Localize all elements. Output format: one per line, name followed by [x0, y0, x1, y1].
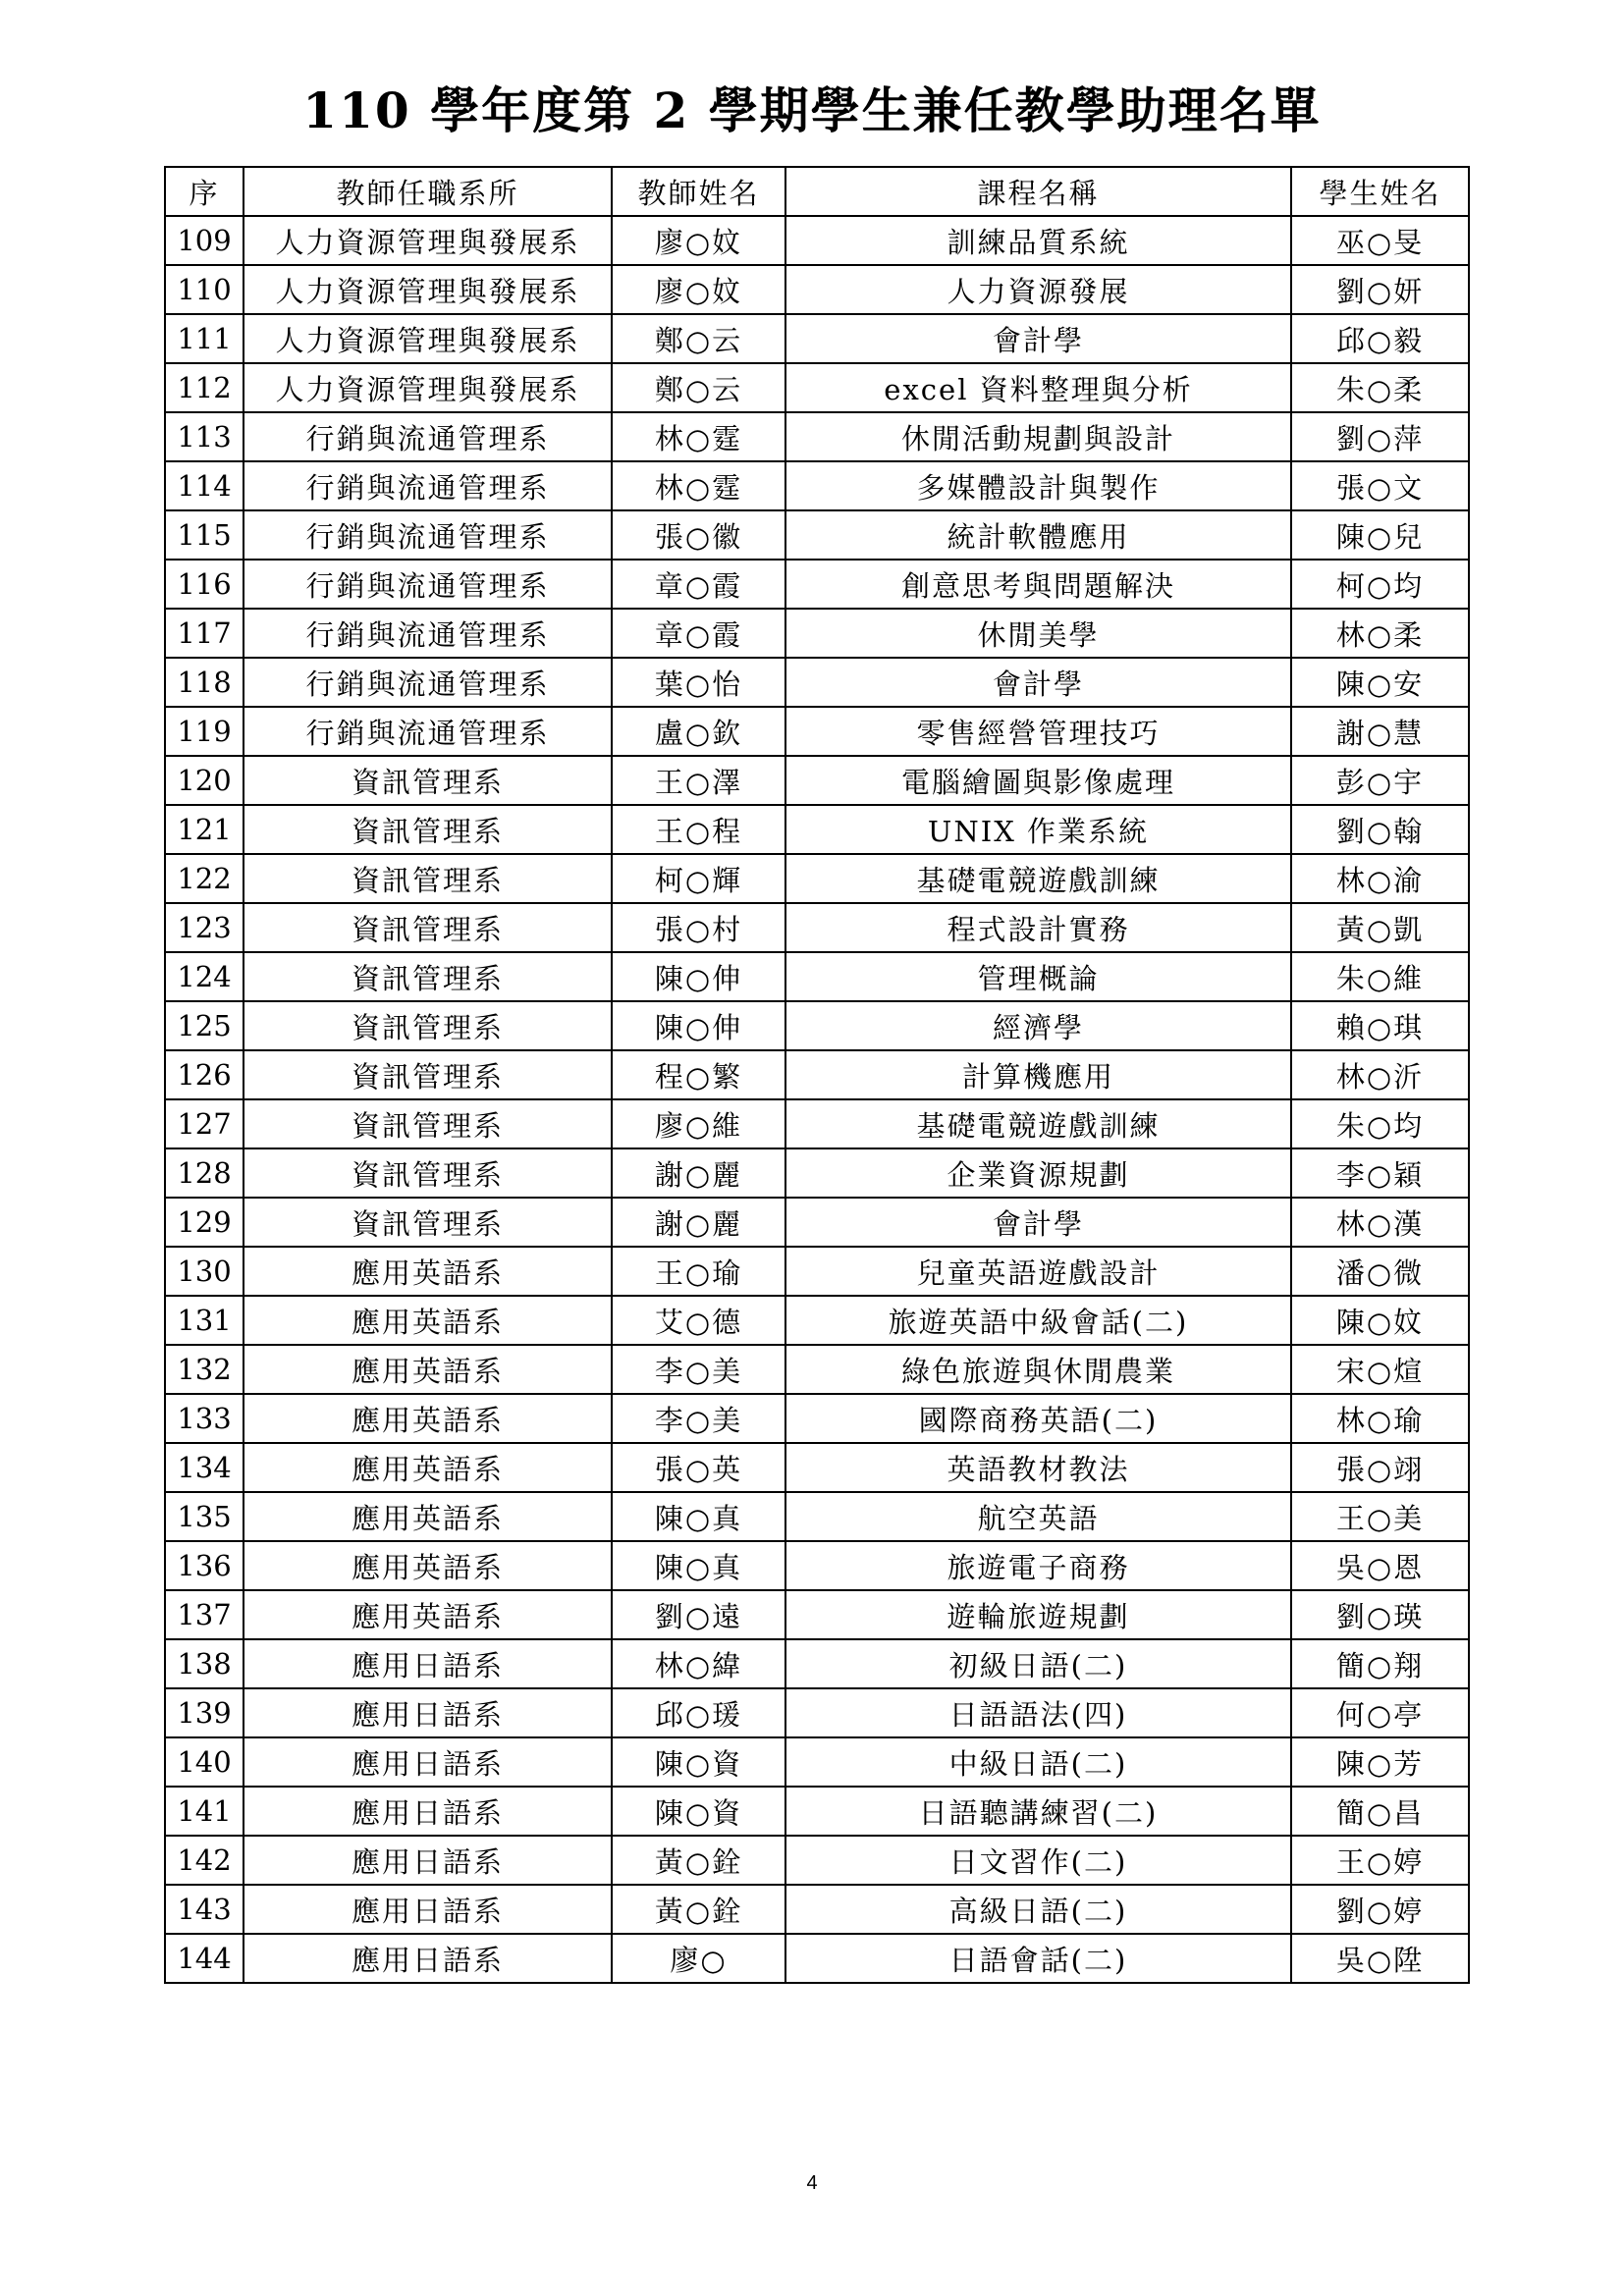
cell-course: 國際商務英語(二)	[785, 1394, 1291, 1443]
cell-seq: 136	[165, 1541, 244, 1590]
cell-department: 行銷與流通管理系	[244, 461, 612, 510]
cell-department: 應用英語系	[244, 1541, 612, 1590]
table-row	[165, 1001, 1469, 1050]
table-row	[165, 1198, 1469, 1247]
cell-student: 陳○妏	[1291, 1296, 1469, 1345]
cell-department: 人力資源管理與發展系	[244, 363, 612, 412]
cell-department: 資訊管理系	[244, 903, 612, 952]
cell-department: 行銷與流通管理系	[244, 560, 612, 609]
cell-seq: 118	[165, 658, 244, 707]
cell-department: 資訊管理系	[244, 1001, 612, 1050]
table-row	[165, 1590, 1469, 1639]
cell-teacher: 王○程	[612, 805, 785, 854]
cell-seq: 141	[165, 1787, 244, 1836]
cell-student: 劉○妍	[1291, 265, 1469, 314]
cell-seq: 131	[165, 1296, 244, 1345]
cell-department: 應用英語系	[244, 1492, 612, 1541]
cell-course: excel 資料整理與分析	[785, 363, 1291, 412]
cell-seq: 109	[165, 216, 244, 265]
cell-seq: 112	[165, 363, 244, 412]
cell-course: 航空英語	[785, 1492, 1291, 1541]
cell-student: 劉○婷	[1291, 1885, 1469, 1934]
cell-student: 劉○翰	[1291, 805, 1469, 854]
table-row	[165, 1836, 1469, 1885]
cell-seq: 134	[165, 1443, 244, 1492]
table-row	[165, 1443, 1469, 1492]
cell-student: 黃○凱	[1291, 903, 1469, 952]
table-row	[165, 1688, 1469, 1737]
page-number: 4	[806, 2172, 818, 2194]
cell-student: 林○渝	[1291, 854, 1469, 903]
cell-department: 資訊管理系	[244, 1050, 612, 1099]
cell-course: 日語語法(四)	[785, 1688, 1291, 1737]
table-row	[165, 1639, 1469, 1688]
cell-student: 巫○旻	[1291, 216, 1469, 265]
cell-student: 何○亭	[1291, 1688, 1469, 1737]
cell-course: 基礎電競遊戲訓練	[785, 1099, 1291, 1148]
table-row	[165, 216, 1469, 265]
cell-course: 旅遊電子商務	[785, 1541, 1291, 1590]
cell-student: 劉○瑛	[1291, 1590, 1469, 1639]
table-row	[165, 412, 1469, 461]
cell-department: 應用日語系	[244, 1787, 612, 1836]
cell-course: 經濟學	[785, 1001, 1291, 1050]
cell-seq: 120	[165, 756, 244, 805]
cell-student: 賴○琪	[1291, 1001, 1469, 1050]
table-row	[165, 265, 1469, 314]
table-row	[165, 1541, 1469, 1590]
cell-student: 朱○維	[1291, 952, 1469, 1001]
cell-student: 王○婷	[1291, 1836, 1469, 1885]
cell-course: 日語聽講練習(二)	[785, 1787, 1291, 1836]
cell-teacher: 李○美	[612, 1394, 785, 1443]
cell-seq: 143	[165, 1885, 244, 1934]
cell-course: 零售經營管理技巧	[785, 707, 1291, 756]
cell-teacher: 林○霆	[612, 461, 785, 510]
cell-course: UNIX 作業系統	[785, 805, 1291, 854]
cell-course: 多媒體設計與製作	[785, 461, 1291, 510]
cell-teacher: 廖○妏	[612, 216, 785, 265]
cell-department: 應用日語系	[244, 1836, 612, 1885]
cell-department: 行銷與流通管理系	[244, 609, 612, 658]
table-row	[165, 1787, 1469, 1836]
cell-teacher: 陳○伸	[612, 952, 785, 1001]
cell-seq: 110	[165, 265, 244, 314]
cell-seq: 119	[165, 707, 244, 756]
cell-teacher: 廖○	[612, 1934, 785, 1983]
cell-student: 朱○均	[1291, 1099, 1469, 1148]
cell-course: 管理概論	[785, 952, 1291, 1001]
cell-teacher: 盧○欽	[612, 707, 785, 756]
cell-seq: 133	[165, 1394, 244, 1443]
cell-course: 企業資源規劃	[785, 1148, 1291, 1198]
cell-teacher: 章○霞	[612, 609, 785, 658]
cell-seq: 137	[165, 1590, 244, 1639]
table-row	[165, 609, 1469, 658]
header-department: 教師任職系所	[244, 167, 612, 216]
cell-course: 計算機應用	[785, 1050, 1291, 1099]
cell-department: 人力資源管理與發展系	[244, 216, 612, 265]
cell-course: 初級日語(二)	[785, 1639, 1291, 1688]
cell-teacher: 謝○麗	[612, 1148, 785, 1198]
cell-seq: 123	[165, 903, 244, 952]
cell-student: 張○文	[1291, 461, 1469, 510]
cell-department: 資訊管理系	[244, 854, 612, 903]
cell-student: 簡○翔	[1291, 1639, 1469, 1688]
table-body	[165, 216, 1469, 1983]
table-row	[165, 854, 1469, 903]
cell-seq: 121	[165, 805, 244, 854]
cell-student: 宋○煊	[1291, 1345, 1469, 1394]
cell-department: 應用日語系	[244, 1934, 612, 1983]
cell-student: 林○瑜	[1291, 1394, 1469, 1443]
table-row	[165, 756, 1469, 805]
cell-student: 吳○陞	[1291, 1934, 1469, 1983]
cell-seq: 138	[165, 1639, 244, 1688]
cell-teacher: 林○緯	[612, 1639, 785, 1688]
table-row	[165, 1492, 1469, 1541]
cell-student: 簡○昌	[1291, 1787, 1469, 1836]
cell-teacher: 廖○妏	[612, 265, 785, 314]
teaching-assistant-table	[164, 166, 1470, 1984]
page-title: 110 學年度第 2 學期學生兼任教學助理名單	[302, 81, 1322, 139]
header-seq: 序	[165, 167, 244, 216]
cell-seq: 113	[165, 412, 244, 461]
cell-seq: 117	[165, 609, 244, 658]
cell-student: 林○漢	[1291, 1198, 1469, 1247]
cell-course: 程式設計實務	[785, 903, 1291, 952]
cell-seq: 114	[165, 461, 244, 510]
cell-department: 行銷與流通管理系	[244, 707, 612, 756]
cell-seq: 115	[165, 510, 244, 560]
cell-course: 中級日語(二)	[785, 1737, 1291, 1787]
cell-department: 資訊管理系	[244, 1148, 612, 1198]
cell-student: 陳○芳	[1291, 1737, 1469, 1787]
table-row	[165, 1345, 1469, 1394]
cell-seq: 124	[165, 952, 244, 1001]
cell-seq: 126	[165, 1050, 244, 1099]
table-row	[165, 1099, 1469, 1148]
cell-student: 謝○慧	[1291, 707, 1469, 756]
cell-teacher: 王○澤	[612, 756, 785, 805]
cell-teacher: 陳○資	[612, 1737, 785, 1787]
cell-student: 李○穎	[1291, 1148, 1469, 1198]
cell-department: 資訊管理系	[244, 805, 612, 854]
cell-seq: 111	[165, 314, 244, 363]
cell-teacher: 葉○怡	[612, 658, 785, 707]
cell-course: 休閒活動規劃與設計	[785, 412, 1291, 461]
cell-student: 張○翊	[1291, 1443, 1469, 1492]
cell-teacher: 黃○銓	[612, 1885, 785, 1934]
cell-department: 資訊管理系	[244, 1099, 612, 1148]
cell-teacher: 陳○真	[612, 1541, 785, 1590]
cell-department: 行銷與流通管理系	[244, 412, 612, 461]
cell-seq: 130	[165, 1247, 244, 1296]
cell-seq: 135	[165, 1492, 244, 1541]
table-row	[165, 314, 1469, 363]
table-row	[165, 805, 1469, 854]
cell-teacher: 黃○銓	[612, 1836, 785, 1885]
cell-course: 英語教材教法	[785, 1443, 1291, 1492]
cell-department: 應用英語系	[244, 1590, 612, 1639]
cell-department: 行銷與流通管理系	[244, 510, 612, 560]
header-course: 課程名稱	[785, 167, 1291, 216]
cell-teacher: 陳○真	[612, 1492, 785, 1541]
cell-teacher: 王○瑜	[612, 1247, 785, 1296]
table-row	[165, 1737, 1469, 1787]
cell-student: 林○沂	[1291, 1050, 1469, 1099]
cell-teacher: 謝○麗	[612, 1198, 785, 1247]
table-row	[165, 707, 1469, 756]
table-row	[165, 903, 1469, 952]
cell-department: 資訊管理系	[244, 952, 612, 1001]
cell-seq: 122	[165, 854, 244, 903]
cell-teacher: 邱○瑗	[612, 1688, 785, 1737]
cell-teacher: 廖○維	[612, 1099, 785, 1148]
cell-seq: 144	[165, 1934, 244, 1983]
cell-course: 遊輪旅遊規劃	[785, 1590, 1291, 1639]
cell-department: 應用日語系	[244, 1885, 612, 1934]
cell-course: 休閒美學	[785, 609, 1291, 658]
cell-student: 陳○兒	[1291, 510, 1469, 560]
cell-course: 人力資源發展	[785, 265, 1291, 314]
cell-department: 資訊管理系	[244, 756, 612, 805]
cell-course: 日文習作(二)	[785, 1836, 1291, 1885]
cell-department: 應用日語系	[244, 1688, 612, 1737]
cell-teacher: 張○村	[612, 903, 785, 952]
cell-seq: 142	[165, 1836, 244, 1885]
cell-department: 應用英語系	[244, 1394, 612, 1443]
cell-course: 會計學	[785, 314, 1291, 363]
cell-seq: 140	[165, 1737, 244, 1787]
header-teacher: 教師姓名	[612, 167, 785, 216]
cell-seq: 127	[165, 1099, 244, 1148]
cell-seq: 128	[165, 1148, 244, 1198]
table-row	[165, 1885, 1469, 1934]
cell-teacher: 章○霞	[612, 560, 785, 609]
cell-student: 吳○恩	[1291, 1541, 1469, 1590]
cell-seq: 129	[165, 1198, 244, 1247]
cell-student: 劉○萍	[1291, 412, 1469, 461]
cell-department: 應用日語系	[244, 1639, 612, 1688]
cell-department: 應用英語系	[244, 1443, 612, 1492]
cell-department: 資訊管理系	[244, 1198, 612, 1247]
table-row	[165, 363, 1469, 412]
cell-teacher: 陳○資	[612, 1787, 785, 1836]
cell-department: 應用英語系	[244, 1247, 612, 1296]
cell-course: 高級日語(二)	[785, 1885, 1291, 1934]
cell-student: 潘○微	[1291, 1247, 1469, 1296]
table-row	[165, 510, 1469, 560]
cell-teacher: 鄭○云	[612, 363, 785, 412]
cell-course: 基礎電競遊戲訓練	[785, 854, 1291, 903]
cell-course: 訓練品質系統	[785, 216, 1291, 265]
cell-student: 柯○均	[1291, 560, 1469, 609]
header-student: 學生姓名	[1291, 167, 1469, 216]
table-row	[165, 1296, 1469, 1345]
cell-department: 人力資源管理與發展系	[244, 314, 612, 363]
cell-teacher: 林○霆	[612, 412, 785, 461]
cell-teacher: 劉○遠	[612, 1590, 785, 1639]
cell-teacher: 李○美	[612, 1345, 785, 1394]
cell-student: 王○美	[1291, 1492, 1469, 1541]
cell-department: 應用英語系	[244, 1296, 612, 1345]
table-row	[165, 1934, 1469, 1983]
cell-student: 邱○毅	[1291, 314, 1469, 363]
table-row	[165, 1050, 1469, 1099]
cell-teacher: 柯○輝	[612, 854, 785, 903]
table-row	[165, 1394, 1469, 1443]
cell-course: 電腦繪圖與影像處理	[785, 756, 1291, 805]
cell-course: 旅遊英語中級會話(二)	[785, 1296, 1291, 1345]
cell-student: 林○柔	[1291, 609, 1469, 658]
cell-course: 會計學	[785, 1198, 1291, 1247]
cell-course: 綠色旅遊與休閒農業	[785, 1345, 1291, 1394]
cell-department: 應用日語系	[244, 1737, 612, 1787]
cell-course: 會計學	[785, 658, 1291, 707]
table-row	[165, 461, 1469, 510]
cell-teacher: 鄭○云	[612, 314, 785, 363]
cell-department: 行銷與流通管理系	[244, 658, 612, 707]
cell-seq: 116	[165, 560, 244, 609]
table-row	[165, 658, 1469, 707]
cell-department: 人力資源管理與發展系	[244, 265, 612, 314]
cell-course: 日語會話(二)	[785, 1934, 1291, 1983]
cell-seq: 125	[165, 1001, 244, 1050]
cell-student: 朱○柔	[1291, 363, 1469, 412]
cell-student: 陳○安	[1291, 658, 1469, 707]
table-row	[165, 560, 1469, 609]
cell-student: 彭○宇	[1291, 756, 1469, 805]
cell-teacher: 陳○伸	[612, 1001, 785, 1050]
cell-teacher: 艾○德	[612, 1296, 785, 1345]
cell-course: 兒童英語遊戲設計	[785, 1247, 1291, 1296]
table-row	[165, 1247, 1469, 1296]
cell-seq: 139	[165, 1688, 244, 1737]
cell-seq: 132	[165, 1345, 244, 1394]
table-row	[165, 1148, 1469, 1198]
cell-course: 統計軟體應用	[785, 510, 1291, 560]
cell-teacher: 張○徽	[612, 510, 785, 560]
cell-course: 創意思考與問題解決	[785, 560, 1291, 609]
cell-department: 應用英語系	[244, 1345, 612, 1394]
table-header-row	[165, 167, 1469, 216]
cell-teacher: 張○英	[612, 1443, 785, 1492]
cell-teacher: 程○繁	[612, 1050, 785, 1099]
table-row	[165, 952, 1469, 1001]
